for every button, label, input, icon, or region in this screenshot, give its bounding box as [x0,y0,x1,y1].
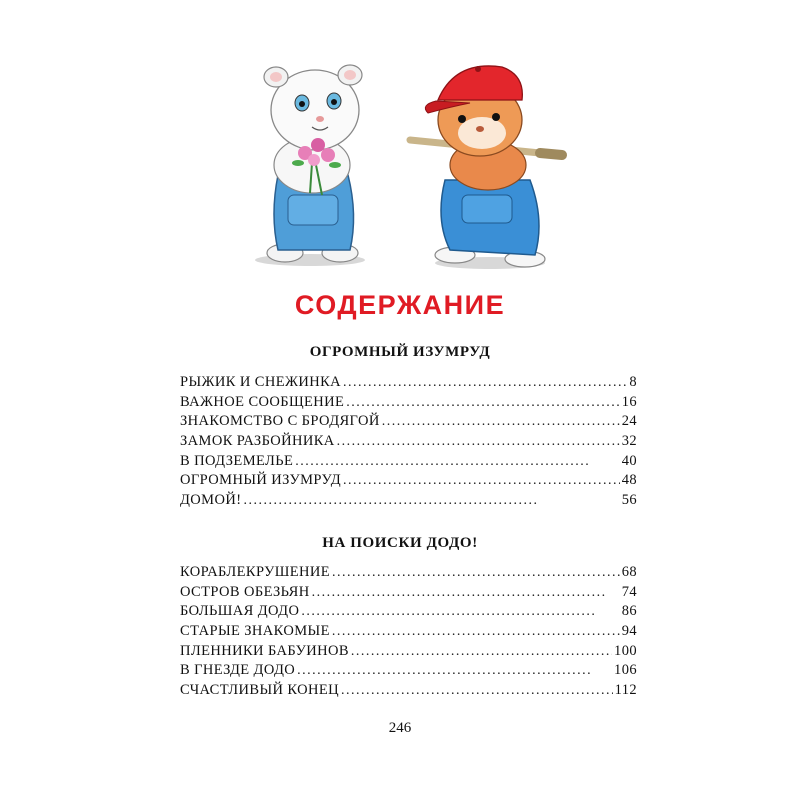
entry-page: 16 [621,393,637,410]
entry-title: ЗАМОК РАЗБОЙНИКА [180,433,335,450]
toc-entry [180,642,637,662]
entry-page: 56 [621,492,637,509]
entry-title: РЫЖИК И СНЕЖИНКА [180,374,342,390]
entry-page: 112 [614,682,637,699]
dot-leader [346,393,619,413]
entry-title: БОЛЬШАЯ ДОДО [180,603,300,620]
entry-page: 106 [614,662,637,679]
entry-title: ОСТРОВ ОБЕЗЬЯН [180,583,310,600]
entry-title: СТАРЫЕ ЗНАКОМЫЕ [180,623,330,640]
entry-title: В ГНЕЗДЕ ДОДО [180,662,296,679]
entry-page: 68 [621,564,637,580]
dot-leader [312,583,620,603]
toc-title: СОДЕРЖАНИЕ [294,290,506,320]
white-hamster-with-flowers-icon [255,65,365,266]
dot-leader [341,681,613,701]
orange-hamster-with-bat-icon [410,66,562,269]
entry-title: ОГРОМНЫЙ ИЗУМРУД [180,472,342,489]
entry-title: ДОМОЙ! [180,492,242,509]
entry-title: СЧАСТЛИВЫЙ КОНЕЦ [180,682,339,699]
toc-entry [180,491,637,511]
hamsters-illustration [240,45,570,275]
entry-title: ПЛЕННИКИ БАБУИНОВ [180,642,349,659]
dot-leader [343,373,627,393]
toc-entry [180,661,637,681]
entry-page: 100 [614,642,637,659]
entry-page: 74 [621,583,637,600]
entry-page: 40 [621,452,637,469]
toc-entry [180,373,637,393]
dot-leader [343,471,620,491]
entry-page: 32 [621,433,637,450]
dot-leader [382,412,620,432]
entry-page: 8 [629,374,637,390]
toc-entry [180,622,637,642]
toc-entry [180,583,637,603]
toc-list-part-1 [180,373,637,511]
toc-entry [180,452,637,472]
entry-page: 94 [621,623,637,640]
entry-title: ВАЖНОЕ СООБЩЕНИЕ [180,393,345,410]
part-title-2: НА ПОИСКИ ДОДО! [322,535,478,551]
part-title-1: ОГРОМНЫЙ ИЗУМРУД [309,344,491,360]
toc-entry [180,412,637,432]
dot-leader [332,622,620,642]
toc-entry [180,393,637,413]
entry-title: В ПОДЗЕМЕЛЬЕ [180,452,294,469]
entry-title: ЗНАКОМСТВО С БРОДЯГОЙ [180,413,380,430]
page-number: 246 [388,720,412,736]
toc-entry [180,681,637,701]
dot-leader [332,563,620,583]
dot-leader [351,642,612,662]
entry-page: 24 [621,413,637,430]
toc-list-part-2 [180,563,637,701]
entry-page: 86 [621,603,637,620]
dot-leader [243,491,619,511]
dot-leader [297,661,612,681]
dot-leader [301,602,619,622]
toc-entry [180,432,637,452]
toc-entry [180,471,637,491]
entry-page: 48 [621,472,637,489]
toc-entry [180,563,637,583]
entry-title: КОРАБЛЕКРУШЕНИЕ [180,564,331,580]
dot-leader [295,452,619,472]
toc-entry [180,602,637,622]
dot-leader [337,432,620,452]
